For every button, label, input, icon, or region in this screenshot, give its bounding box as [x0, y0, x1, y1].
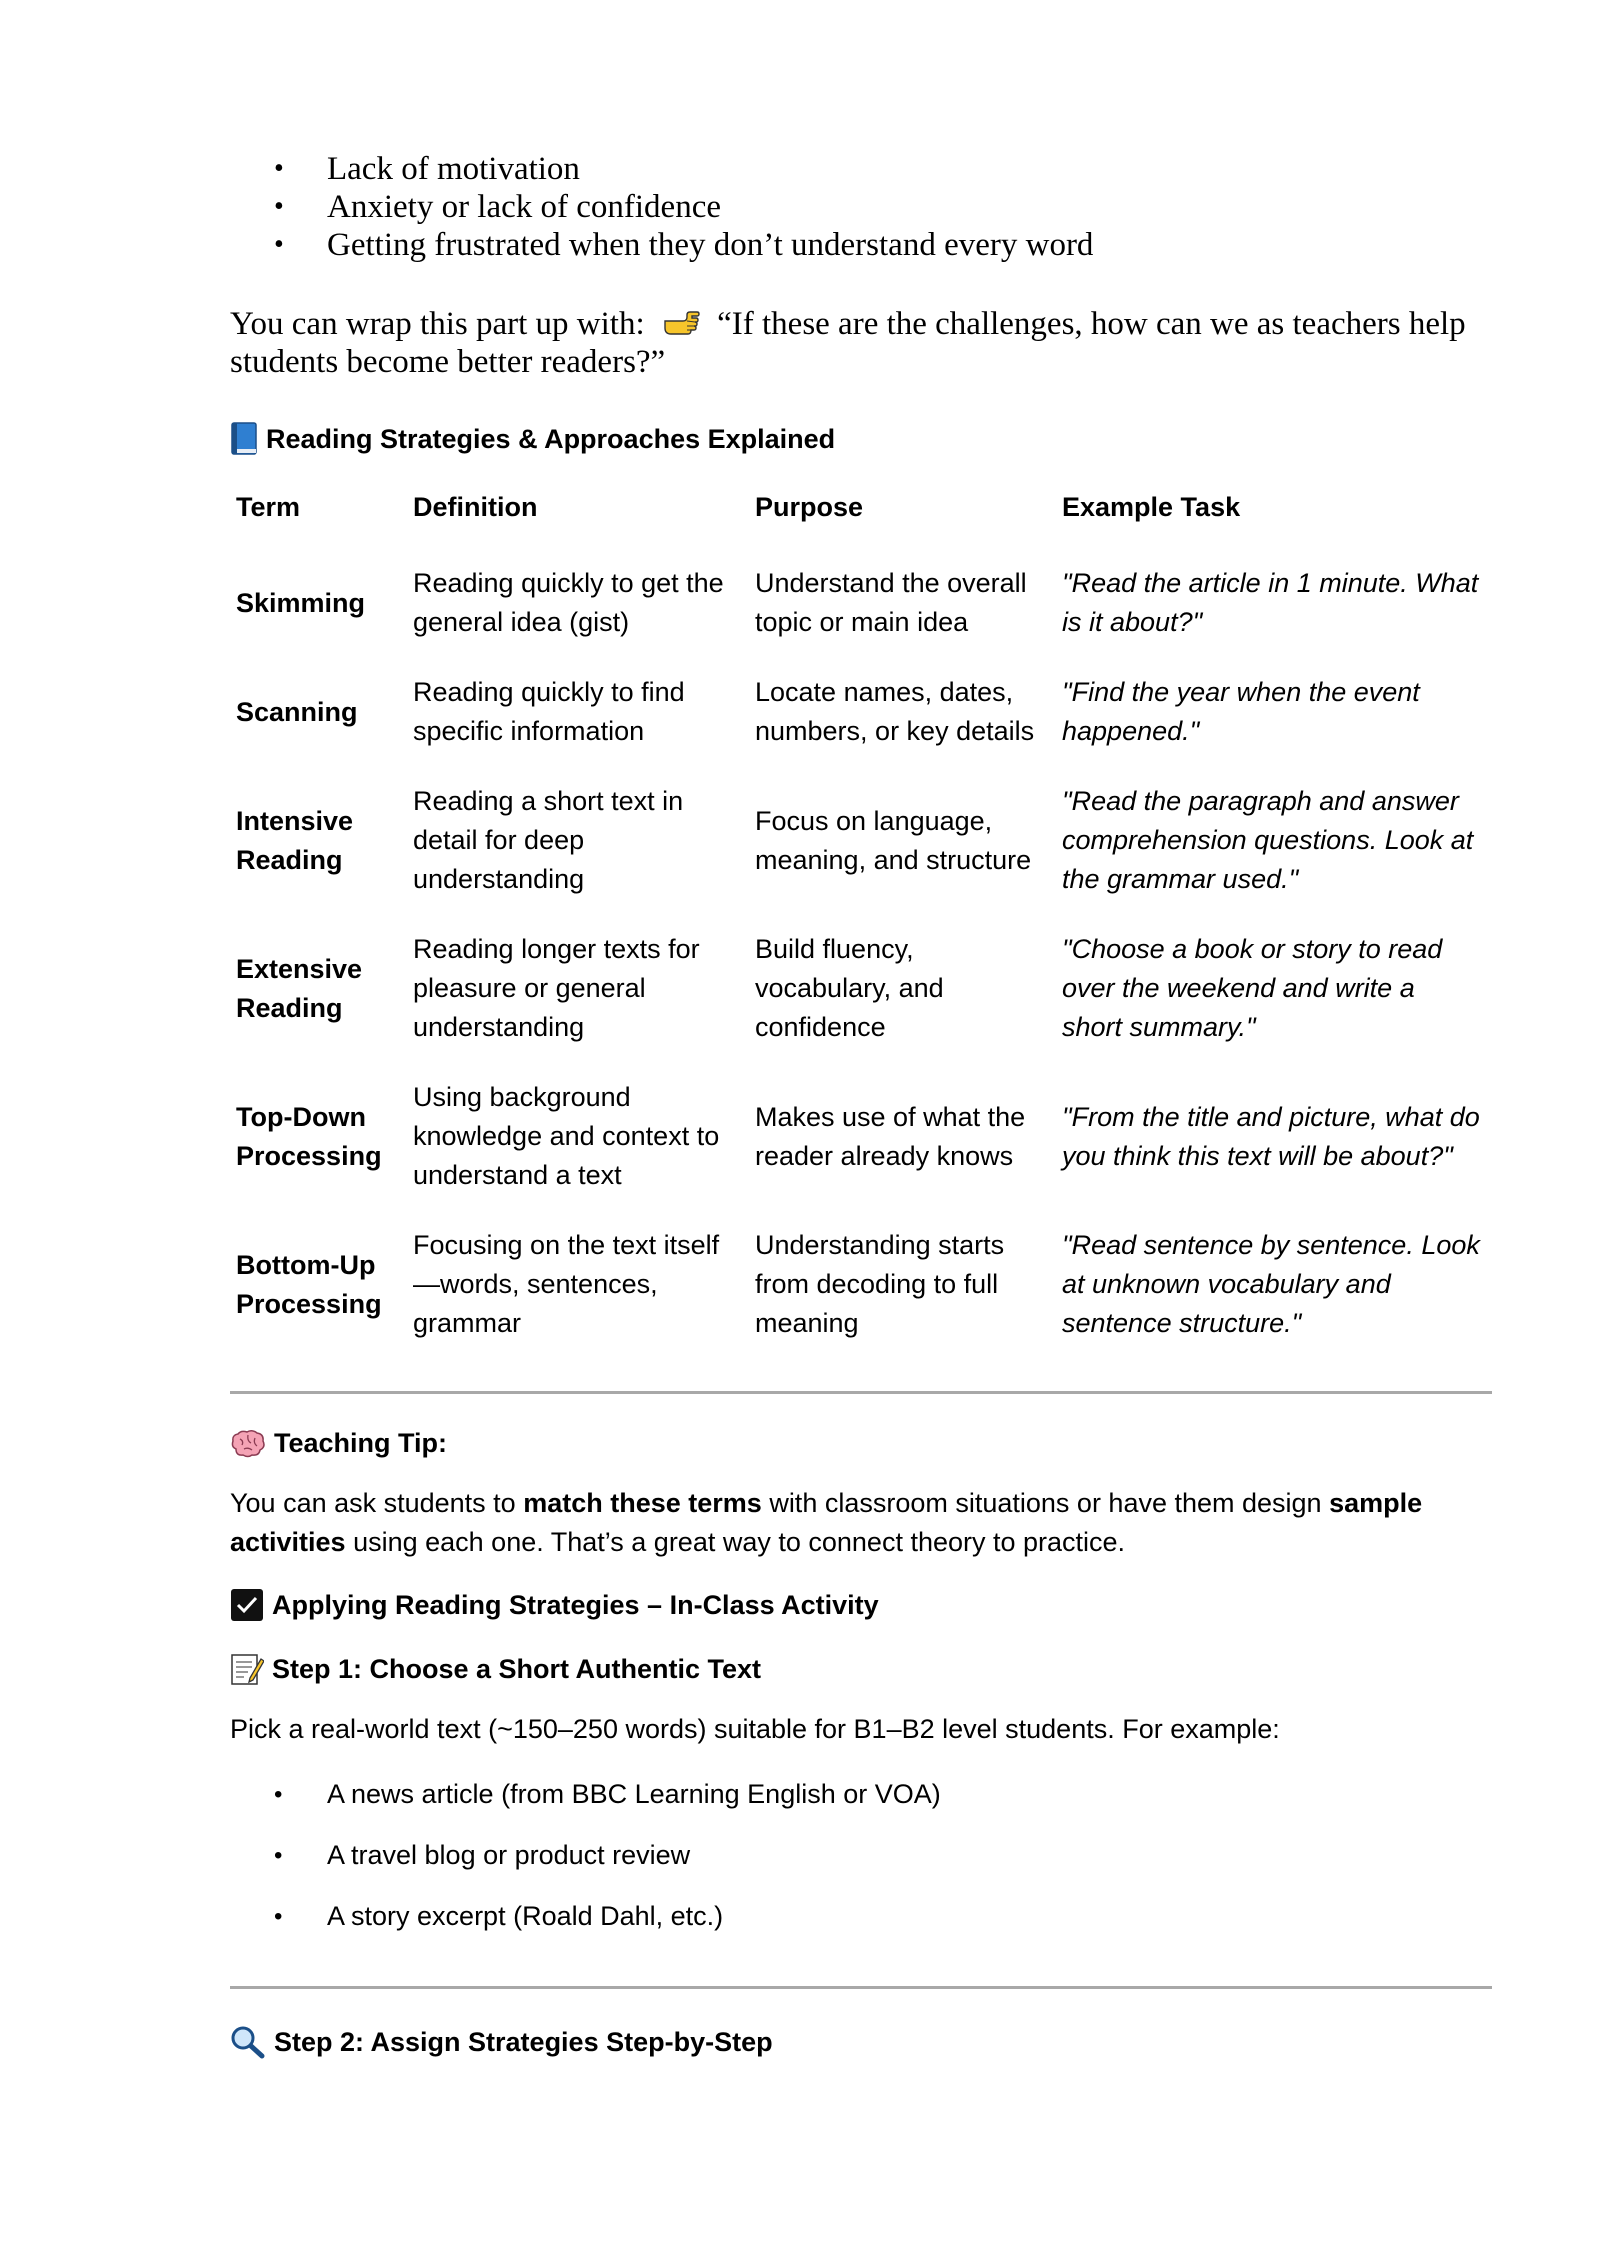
tip-text: with classroom situations or have them design: [761, 1488, 1330, 1518]
tip-text: You can ask students to: [230, 1488, 524, 1518]
list-item: • A travel blog or product review: [230, 1836, 941, 1875]
table-row: [230, 918, 1488, 1066]
tip-text: using each one. That’s a great way to connect theory to practice.: [345, 1527, 1126, 1557]
cell-definition: Reading quickly to find specific information: [413, 677, 685, 746]
table-row: [230, 1066, 1488, 1214]
magnifying-glass-icon: [230, 2025, 266, 2059]
list-item: • A news article (from BBC Learning English or VOA): [230, 1775, 941, 1814]
column-header-term: Term: [236, 492, 301, 522]
cell-term: Extensive Reading: [236, 953, 363, 1023]
teaching-tip-paragraph: [230, 1484, 1490, 1562]
cell-definition: Focusing on the text itself—words, sentences, grammar: [413, 1230, 720, 1338]
cell-purpose: Understand the overall topic or main idea: [755, 568, 1027, 637]
activity-heading: [230, 1588, 879, 1622]
list-item: • Anxiety or lack of confidence: [230, 188, 1093, 226]
cell-purpose: Makes use of what the reader already knows: [755, 1101, 1026, 1171]
wrap-up-paragraph: [230, 305, 1480, 381]
table-header-row: [230, 485, 1488, 552]
cell-example: "From the title and picture, what do you think this text will be about?": [1062, 1101, 1480, 1171]
cell-purpose: Understanding starts from decoding to full meaning: [755, 1230, 1005, 1338]
list-item: • Getting frustrated when they don’t understand every word: [230, 226, 1093, 264]
activity-heading-text: Applying Reading Strategies – In-Class Activity: [272, 1589, 879, 1620]
strategies-heading-text: Reading Strategies & Approaches Explained: [266, 423, 836, 454]
tip-bold-text: sample activities: [230, 1488, 1423, 1557]
pointing-hand-icon: [661, 309, 701, 339]
cell-term: Intensive Reading: [236, 805, 354, 875]
column-header-example: Example Task: [1062, 492, 1241, 522]
step1-intro: Pick a real-world text (~150–250 words) suitable for B1–B2 level students. For example:: [230, 1714, 1280, 1744]
cell-example: "Choose a book or story to read over the weekend and write a short summary.": [1062, 934, 1443, 1042]
intro-bullet-list: [230, 150, 1093, 264]
list-item: • A story excerpt (Roald Dahl, etc.): [230, 1897, 941, 1936]
brain-icon: [230, 1429, 266, 1459]
cell-term: Scanning: [236, 696, 358, 727]
table-row: [230, 661, 1488, 770]
cell-definition: Using background knowledge and context to understand a text: [413, 1082, 720, 1190]
list-item: • Lack of motivation: [230, 150, 1093, 188]
cell-purpose: Focus on language, meaning, and structure: [755, 805, 1032, 875]
tip-bold-text: match these terms: [523, 1488, 762, 1518]
step1-heading-text: Step 1: Choose a Short Authentic Text: [272, 1653, 762, 1684]
table-row: [230, 1214, 1488, 1362]
table-row: [230, 770, 1488, 918]
memo-icon: [230, 1652, 264, 1686]
cell-term: Skimming: [236, 587, 366, 618]
step2-heading-text: Step 2: Assign Strategies Step-by-Step: [274, 2026, 773, 2057]
cell-definition: Reading longer texts for pleasure or general understanding: [413, 934, 700, 1042]
wrap-up-quote: “If these are the challenges, how can we as teachers help students become better readers?”: [230, 306, 1466, 380]
cell-term: Bottom-Up Processing: [236, 1249, 382, 1319]
step1-bullet-list: [230, 1775, 941, 1958]
column-header-definition: Definition: [413, 492, 538, 522]
cell-example: "Read the article in 1 minute. What is it about?": [1062, 568, 1479, 637]
cell-example: "Read sentence by sentence. Look at unknown vocabulary and sentence structure.": [1062, 1230, 1480, 1338]
cell-purpose: Locate names, dates, numbers, or key details: [755, 677, 1035, 746]
section-divider: [230, 1391, 1492, 1394]
cell-purpose: Build fluency, vocabulary, and confidence: [755, 934, 944, 1042]
wrap-up-lead: You can wrap this part up with:: [230, 306, 645, 342]
teaching-tip-heading: [230, 1428, 447, 1459]
table-row: [230, 552, 1488, 661]
column-header-purpose: Purpose: [755, 492, 864, 522]
cell-definition: Reading a short text in detail for deep understanding: [413, 786, 684, 894]
strategies-heading: [230, 422, 835, 456]
teaching-tip-heading-text: Teaching Tip:: [274, 1428, 448, 1458]
step1-heading: [230, 1652, 761, 1686]
cell-example: "Find the year when the event happened.": [1062, 677, 1420, 746]
check-box-icon: [230, 1588, 264, 1622]
step2-heading: [230, 2025, 773, 2059]
cell-definition: Reading quickly to get the general idea (gist): [413, 568, 724, 637]
cell-term: Top-Down Processing: [236, 1101, 382, 1171]
section-divider: [230, 1986, 1492, 1989]
blue-book-icon: [230, 422, 258, 456]
cell-example: "Read the paragraph and answer comprehension questions. Look at the grammar used.": [1062, 786, 1474, 894]
strategies-table: [230, 485, 1488, 1362]
